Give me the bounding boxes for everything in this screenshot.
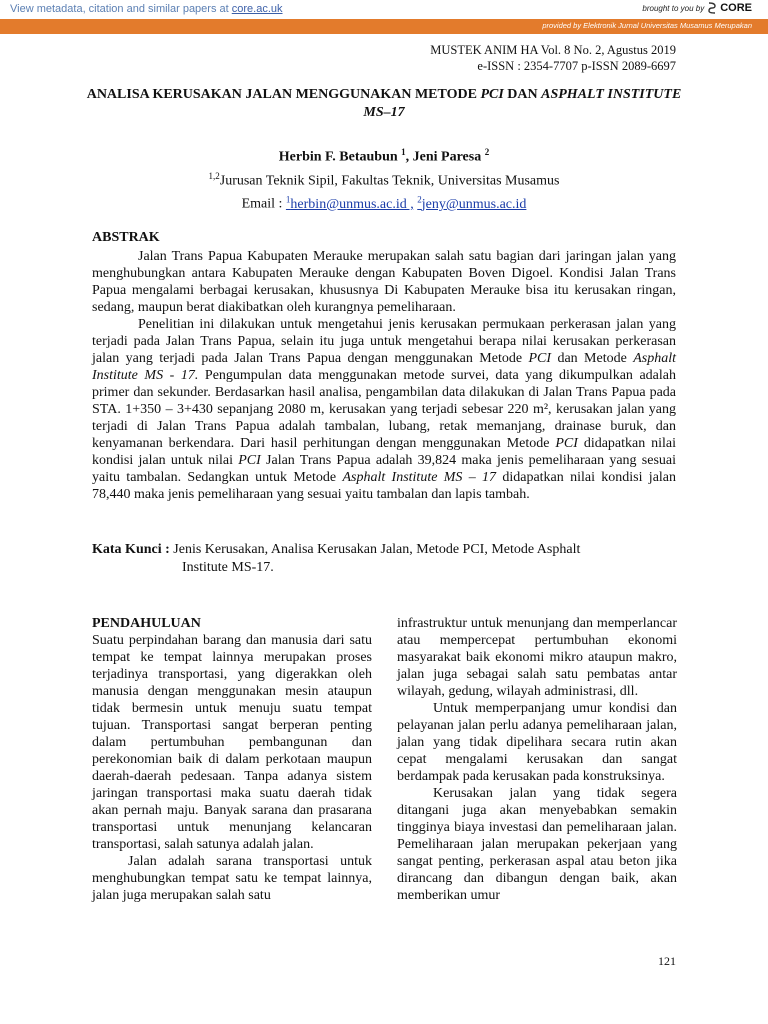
title-part2: ASPHALT INSTITUTE MS–17 [363,87,682,120]
core-provided-bar [0,19,768,34]
intro-paragraph-2: Jalan adalah sarana transportasi untuk menghubungkan tempat satu ke tempat lainnya, jalan juga merupakan salah satu [92,854,372,903]
affiliation [80,167,688,191]
author-1-sup: 1 [401,147,406,157]
provided-by-text[interactable]: provided by Elektronik Jurnal Universitas Musamus Merupakan [542,21,752,30]
abstract-p2-ai: Asphalt Institute MS - 17. [92,351,677,383]
paper-title [80,86,688,122]
abstract-p2c: Pengumpulan data menggunakan metode survei, data yang dikumpulkan adalah primer dan sekunder. Berdasarkan hasil analisa, pengambilan data dilakukan di Jalan Trans Papua pada STA. 1+350 – 3+430 sepanjang 2080 m, kerusakan yang terjadi sebesar 220 m², kerusakan jalan yang terjadi di Jalan Trans Papua adalah tambalan, lubang, retak memanjang, drainase buruk, dan kenyamanan berkendara. Dari hasil perhitungan dengan menggunakan Metode [92,368,676,451]
abstract-p2-ai2: Asphalt Institute MS – 17 [342,470,497,485]
keywords-text-1: Jenis Kerusakan, Analisa Kerusakan Jalan, Metode PCI, Metode Asphalt [173,542,581,557]
journal-volume: MUSTEK ANIM HA Vol. 8 No. 2, Agustus 2019 [430,43,676,57]
abstract-p2f: didapatkan nilai kondisi jalan 78,440 maka jenis pemeliharaan yang sesuai yaitu tambalan dan lapis tambah. [92,470,677,502]
body-column-right [397,615,677,904]
abstract-p2b: dan Metode [557,351,627,366]
email-1-sup: 1 [285,194,291,205]
core-banner-top [0,0,768,20]
body-column-left [92,615,372,904]
author-block [80,143,688,214]
page-number: 121 [658,954,676,968]
core-link-prefix: View metadata, citation and similar papers at [10,3,229,15]
core-logo-icon [707,2,717,14]
author-1: Herbin F. Betaubun [278,149,398,165]
title-part1: ANALISA KERUSAKAN JALAN MENGGUNAKAN METODE [86,87,477,102]
keywords-line-1 [92,541,676,559]
author-2-sup: 2 [484,147,490,157]
abstract-p2e: Jalan Trans Papua adalah 39,824 maka jenis pemeliharaan yang sesuai yaitu tambalan. Sedangkan untuk Metode [92,453,676,485]
abstract-p2-pci2: PCI [555,436,578,451]
author-2: , Jeni Paresa [405,149,482,165]
abstract-p2a: Penelitian ini dilakukan untuk mengetahui jenis kerusakan permukaan perkerasan jalan yang terjadi pada Jalan Trans Papua, selain itu juga untuk mengetahui berapa nilai kerusakan perkerasan jalan yang terjadi pada Jalan Trans Papua dengan menggunakan Metode [92,317,676,366]
abstract-p2-pci3: PCI [238,453,261,468]
abstract-heading: ABSTRAK [92,230,160,245]
title-dan: DAN [507,87,538,102]
email-2: jeny@unmus.ac.id [421,196,527,212]
email-line [80,190,688,214]
title-pci: PCI [480,87,504,102]
journal-info [430,42,676,74]
intro-paragraph-3: infrastruktur untuk menunjang dan memperlancar atau mempercepat pertumbuhan ekonomi masyarakat baik ekonomi mikro ataupun makro, jalan juga sebagai salah satu pembatas antar wilayah, gedung, wilayah administrasi, dll. [397,616,677,699]
email-2-link[interactable] [417,194,527,212]
core-brought-by[interactable] [642,2,752,14]
intro-paragraph-5: Kerusakan jalan yang tidak segera ditangani juga akan menyebabkan semakin tingginya biaya investasi dan pemeliharaan jalan. Pemeliharaan jalan merupakan pekerjaan yang sangat penting, perkerasan aspal atau beton jika dirancang dan dibangun dengan baik, akan memberikan umur [397,786,677,903]
affiliation-text: Jurusan Teknik Sipil, Fakultas Teknik, Universitas Musamus [219,173,560,189]
abstract-paragraph-1: Jalan Trans Papua Kabupaten Merauke merupakan salah satu bagian dari jaringan jalan yang menghubungkan antara Kabupaten Merauke dengan Kabupaten Boven Digoel. Kondisi Jalan Trans Papua mengalami berbagai kerusakan, khususnya Di Kabupaten Merauke bisa itu kerusakan ringan, sedang, maupun berat diakibatkan oleh kurangnya pemeliharaan. [92,249,676,315]
section-heading-pendahuluan: PENDAHULUAN [92,616,201,631]
keywords-label: Kata Kunci : [92,542,170,557]
author-names [80,143,688,167]
affiliation-sup: 1,2 [208,170,220,181]
email-label: Email : [241,196,283,212]
brought-by-text: brought to you by [642,3,705,13]
abstract-paragraph-2 [92,316,676,503]
core-metadata-link[interactable] [10,3,283,15]
keywords-line-2: Institute MS-17. [182,560,274,575]
intro-paragraph-1: Suatu perpindahan barang dan manusia dari satu tempat ke tempat lainnya merupakan proses terjadinya transportasi, yang digerakkan oleh manusia dengan menggunakan mesin ataupun tidak bermesin untuk menuju suatu tempat tujuan. Transportasi sangat berperan penting dalam pertumbuhan pembangunan dan perekonomian baik di dalam perkotaan maupun daerah-daerah pedesaan. Tanpa adanya sistem jaringan transportasi maka suatu daerah tidak akan pernah maju. Banyak sarana dan prasarana transportasi untuk menunjang kelancaran transportasi, salah satunya adalah jalan. [92,633,372,852]
email-1-link[interactable] [285,194,414,212]
abstract-body [92,248,676,503]
core-banner [0,0,768,34]
email-2-sup: 2 [417,194,422,205]
journal-issn: e-ISSN : 2354-7707 p-ISSN 2089-6697 [477,59,676,73]
keywords [92,541,676,577]
core-wordmark: CORE [720,2,752,14]
core-ac-uk-link[interactable]: core.ac.uk [231,3,283,15]
abstract-p2-pci: PCI [528,351,552,366]
email-1: herbin@unmus.ac.id , [290,196,414,212]
intro-paragraph-4: Untuk memperpanjang umur kondisi dan pelayanan jalan perlu adanya pemeliharaan jalan, jalan yang tidak dipelihara secara rutin akan cepat mengalami kerusakan dan sangat berdampak pada kerusakan pada konstruksinya. [397,701,677,784]
abstract-p2d: didapatkan nilai kondisi jalan untuk nilai [92,436,677,468]
